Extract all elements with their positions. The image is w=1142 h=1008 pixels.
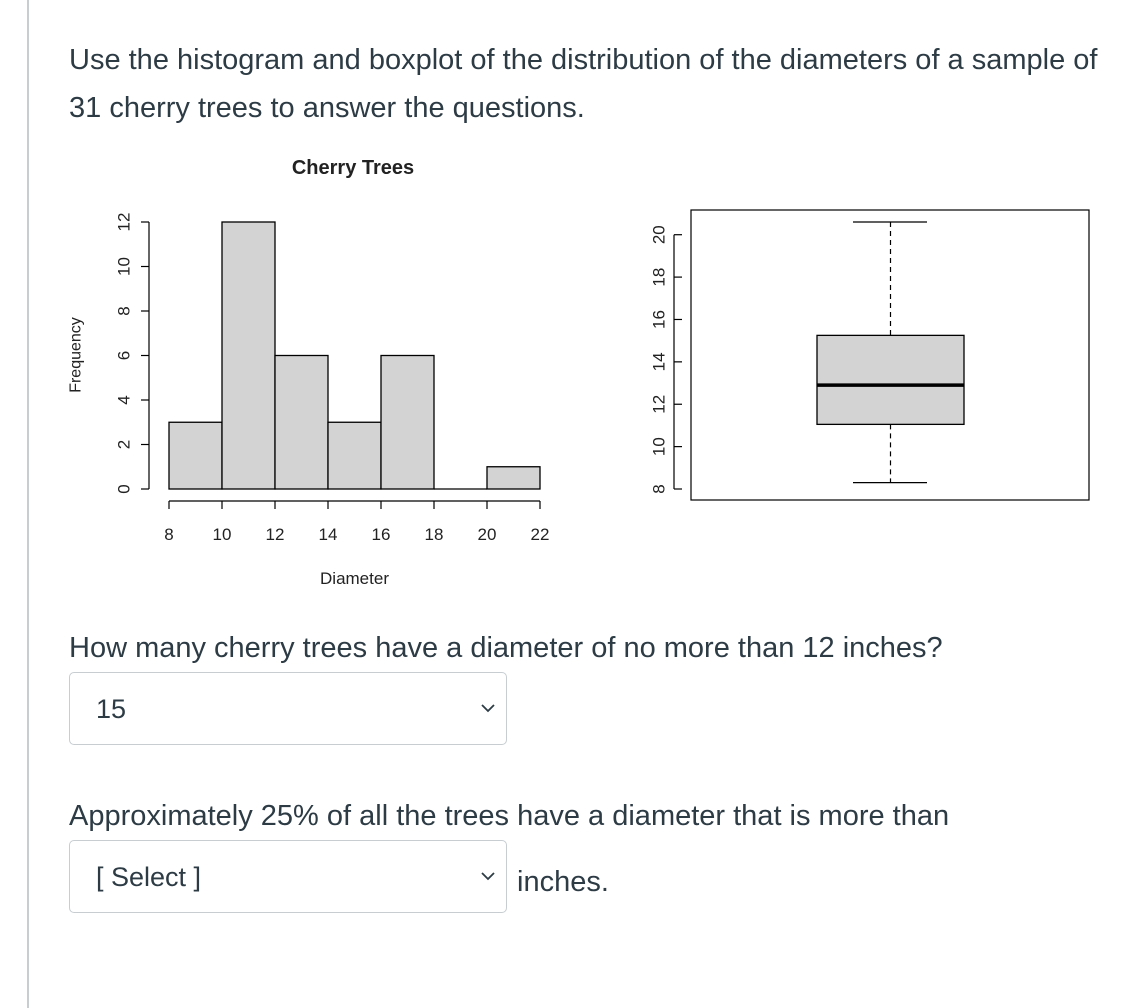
histogram-x-tick-label: 20 xyxy=(477,525,497,544)
histogram-x-tick-label: 22 xyxy=(530,525,550,544)
answer-2-suffix: inches. xyxy=(517,866,609,898)
boxplot-y-tick-label: 14 xyxy=(649,352,669,372)
question-2-text: Approximately 25% of all the trees have a diameter that is more than xyxy=(69,800,950,832)
histogram-x-tick-label: 12 xyxy=(265,525,285,544)
histogram-y-tick-label: 10 xyxy=(114,257,134,276)
boxplot-y-tick-label: 8 xyxy=(649,484,669,494)
content-left-border xyxy=(27,0,29,1008)
histogram-bar xyxy=(222,222,275,489)
answer-1-selected-value: 15 xyxy=(96,694,127,724)
histogram-x-tick-label: 8 xyxy=(164,525,174,544)
histogram-y-tick-label: 4 xyxy=(114,395,134,405)
chevron-down-icon xyxy=(480,703,496,713)
chevron-down-icon xyxy=(480,871,496,881)
boxplot-box xyxy=(817,335,964,424)
histogram-y-tick-label: 2 xyxy=(114,439,134,450)
answer-1-select[interactable] xyxy=(69,672,507,745)
histogram-y-tick-label: 6 xyxy=(114,350,134,361)
intro-text: Use the histogram and boxplot of the distribution of the diameters of a sample of 31 cherry trees to answer the questions. xyxy=(69,44,1098,124)
histogram-y-tick-label: 0 xyxy=(114,484,134,494)
histogram-bar xyxy=(381,356,434,490)
histogram-x-tick-label: 18 xyxy=(424,525,444,544)
histogram-x-tick-label: 16 xyxy=(371,525,391,544)
boxplot xyxy=(650,210,1090,500)
histogram-y-label: Frequency xyxy=(67,317,85,393)
answer-2-select[interactable] xyxy=(69,840,507,913)
histogram-bar xyxy=(169,422,222,489)
histogram-bar xyxy=(487,467,540,489)
boxplot-y-tick-label: 16 xyxy=(649,310,669,329)
histogram-y-tick-label: 12 xyxy=(114,212,134,232)
boxplot-y-tick-label: 20 xyxy=(649,225,669,245)
answer-2-selected-value: [ Select ] xyxy=(96,862,202,892)
cherry-trees-figure xyxy=(58,150,1098,600)
boxplot-y-tick-label: 10 xyxy=(649,437,669,457)
histogram xyxy=(68,157,550,588)
question-1-text: How many cherry trees have a diameter of no more than 12 inches? xyxy=(69,632,943,664)
histogram-x-tick-label: 14 xyxy=(318,525,338,544)
boxplot-y-tick-label: 12 xyxy=(649,394,669,414)
histogram-bar xyxy=(275,356,328,490)
histogram-title: Cherry Trees xyxy=(291,157,415,179)
histogram-x-tick-label: 10 xyxy=(212,525,232,544)
boxplot-y-tick-label: 18 xyxy=(649,267,669,287)
histogram-y-tick-label: 8 xyxy=(114,306,134,316)
histogram-bar xyxy=(328,422,381,489)
histogram-x-label: Diameter xyxy=(320,569,389,588)
